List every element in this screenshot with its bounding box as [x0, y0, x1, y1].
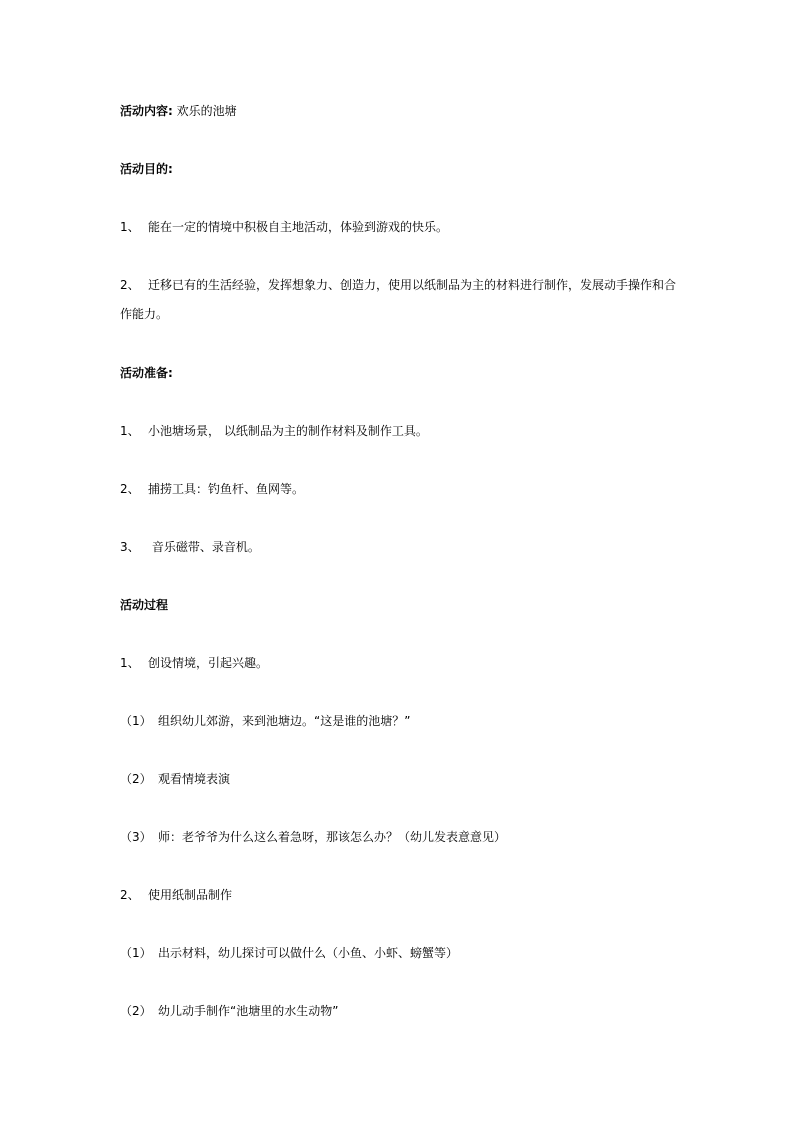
preparation-item-text: 音乐磁带、录音机。 [148, 540, 260, 554]
process-substep-number: （1） [120, 714, 152, 728]
process-substep [120, 713, 410, 729]
process-substep-text: 出示材料，幼儿探讨可以做什么（小鱼、小虾、螃蟹等） [158, 946, 459, 960]
goal-item [120, 219, 448, 235]
process-step-number: 1、 [120, 656, 140, 670]
preparation-item-number: 2、 [120, 482, 140, 496]
process-heading: 活动过程 [120, 598, 169, 612]
process-substep-number: （1） [120, 946, 152, 960]
preparation-item [120, 423, 428, 439]
process-step-number: 2、 [120, 888, 140, 902]
activity-content-line [120, 103, 237, 119]
process-substep-text: 组织幼儿郊游，来到池塘边。“这是谁的池塘？” [158, 714, 411, 728]
process-substep-text: 观看情境表演 [158, 772, 231, 786]
process-step [120, 887, 232, 903]
goal-item-number: 2、 [120, 278, 140, 292]
activity-content-value: 欢乐的池塘 [176, 104, 237, 118]
goals-heading: 活动目的: [120, 162, 173, 176]
activity-content-label: 活动内容: [120, 104, 173, 118]
preparation-item-text: 小池塘场景， 以纸制品为主的制作材料及制作工具。 [148, 424, 428, 438]
goal-item-text: 能在一定的情境中积极自主地活动，体验到游戏的快乐。 [148, 220, 449, 234]
process-substep-number: （3） [120, 830, 152, 844]
preparation-item [120, 481, 304, 497]
process-substep-text: 幼儿动手制作“池塘里的水生动物” [158, 1004, 339, 1018]
preparation-item-number: 3、 [120, 540, 140, 554]
process-substep-number: （2） [120, 1004, 152, 1018]
process-substep [120, 1003, 338, 1019]
preparation-item-number: 1、 [120, 424, 140, 438]
process-substep [120, 945, 458, 961]
process-substep [120, 771, 230, 787]
process-step-text: 创设情境，引起兴趣。 [148, 656, 269, 670]
process-substep [120, 829, 506, 845]
process-substep-text: 师：老爷爷为什么这么着急呀，那该怎么办？（幼儿发表意意见） [158, 830, 507, 844]
goal-item-text: 迁移已有的生活经验，发挥想象力、创造力，使用以纸制品为主的材料进行制作，发展动手操作和合作能力。 [120, 278, 677, 321]
goal-item [120, 271, 680, 329]
process-step [120, 655, 268, 671]
preparation-heading: 活动准备: [120, 366, 173, 380]
preparation-item [120, 539, 260, 555]
goal-item-number: 1、 [120, 220, 140, 234]
process-step-text: 使用纸制品制作 [148, 888, 233, 902]
preparation-item-text: 捕捞工具：钓鱼杆、鱼网等。 [148, 482, 305, 496]
process-substep-number: （2） [120, 772, 152, 786]
